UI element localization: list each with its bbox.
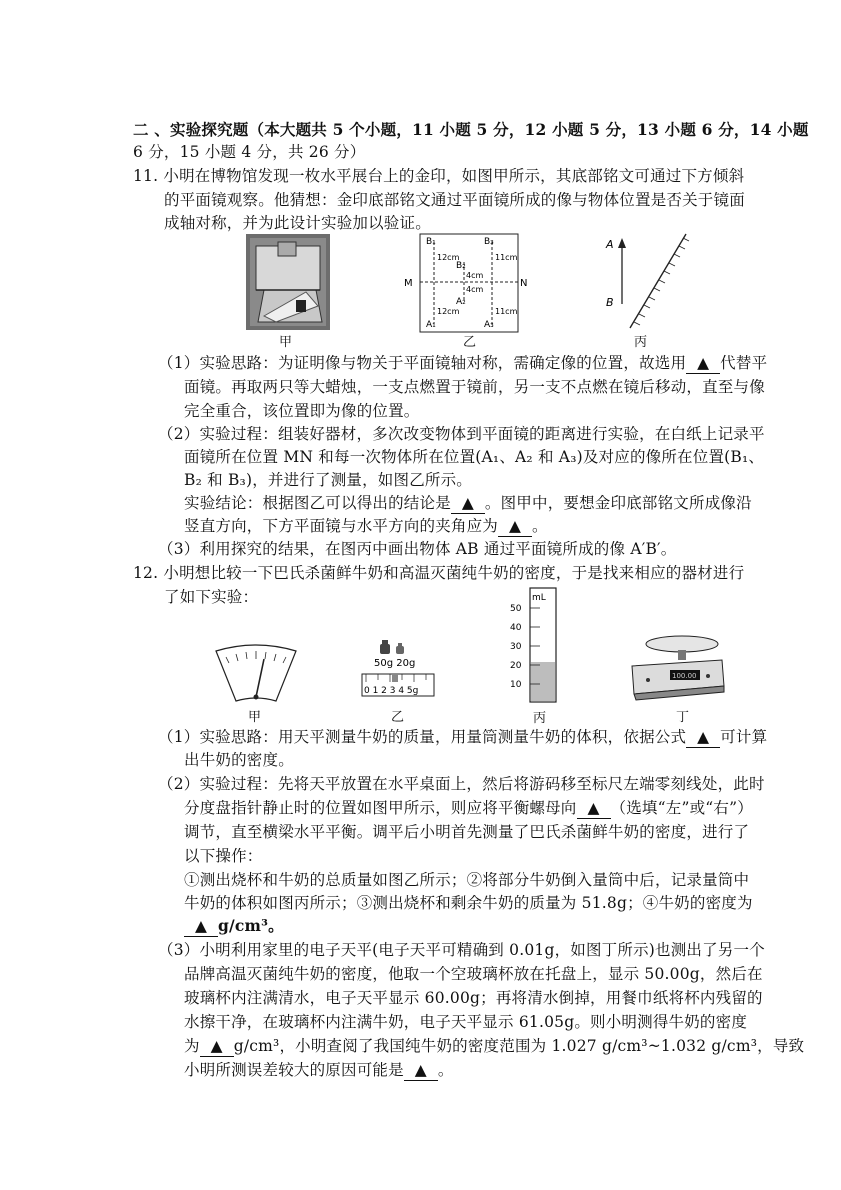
q12-part1-line1 [158,727,767,748]
q12-part2-line7 [184,916,284,937]
q12-caption-jia: 甲 [248,710,262,725]
label-a: A [606,238,614,251]
q12-part2-line3: 调节，直至横梁水平平衡。调平后小明首先测量了巴氏杀菌鲜牛奶的密度，进行了 [184,823,750,841]
q12-measured-density-blank[interactable]: ▲ [200,1036,234,1057]
q11-caption-yi: 乙 [463,335,477,350]
cyl-tick-10: 10 [510,680,522,690]
q12-figure-ding-scale [626,632,728,702]
label-11cm-top: 11cm [495,253,518,262]
q12-error-reason-blank[interactable]: ▲ [404,1060,438,1081]
q12-part3-line4: 水擦干净，在玻璃杯内注满牛奶，电子天平显示 61.05g。则小明测得牛奶的密度 [184,1013,748,1031]
cyl-tick-30: 30 [510,642,522,652]
label-11cm-bottom: 11cm [495,307,518,316]
q11-conclusion-blank[interactable]: ▲ [451,493,485,514]
q11-part2-line2: 面镜所在位置 MN 和每一次物体所在位置(A₁、A₂ 和 A₃)及对应的像所在位置(B₁、 [184,448,765,466]
q12-density-blank[interactable]: ▲ [184,916,218,937]
cyl-tick-20: 20 [510,661,522,671]
q11-part1-line2: 面镜。再取两只等大蜡烛，一支点燃置于镜前，另一支不点燃在镜后移动，直至与像 [184,378,765,396]
q12-intro-2: 了如下实验： [164,588,259,606]
q12-direction-blank[interactable]: ▲ [577,798,611,819]
q11-part2-line3: B₂ 和 B₃)，并进行了测量，如图乙所示。 [184,471,473,489]
q11-part2-line5 [184,516,548,537]
q12-part2-line4: 以下操作： [184,847,263,865]
q11-figure-jia-photo [246,234,330,330]
label-b3: B₃ [484,237,494,247]
q12-direction-text: 分度盘指针静止时的位置如图甲所示，则应将平衡螺母向 [184,799,577,817]
scale-display: 100.00 [672,672,697,680]
q12-part2-line2 [184,798,753,819]
q12-part3-line6 [184,1060,454,1081]
label-12cm-top: 12cm [437,253,460,262]
q11-figure-yi-diagram [402,232,528,336]
label-4cm-top: 4cm [466,271,484,280]
q12-part3-text-e1: 为 [184,1037,200,1055]
q12-part1-text-a: （1）实验思路：用天平测量牛奶的质量，用量筒测量牛奶的体积，依据公式 [158,728,687,746]
q12-part2-line5: ①测出烧杯和牛奶的总质量如图乙所示；②将部分牛奶倒入量筒中后，记录量筒中 [184,871,750,889]
q11-intro-1: 11. 小明在博物馆发现一枚水平展台上的金印，如图甲所示，其底部铭文可通过下方倾斜 [133,167,745,185]
label-a1: A₁ [426,320,436,330]
q12-formula-blank[interactable]: ▲ [686,727,720,748]
q12-caption-ding: 丁 [676,710,690,725]
section-title: 二 、实验探究题（本大题共 5 个小题，11 小题 5 分，12 小题 5 分，13 小题 6 分，14 小题 [133,120,809,139]
q11-caption-bing: 丙 [634,335,648,350]
cyl-tick-40: 40 [510,623,522,633]
q12-part3-text-f2: 。 [437,1061,454,1079]
q11-part1-line1 [158,353,767,374]
q12-caption-bing: 丙 [533,711,547,726]
q12-figure-yi-weights [356,638,440,700]
label-b: B [606,296,614,309]
q12-intro-1: 12. 小明想比较一下巴氏杀菌鲜牛奶和高温灭菌纯牛奶的密度，于是找来相应的器材进行 [133,564,745,582]
label-b1: B₁ [426,237,436,247]
q12-figure-jia-dial [212,645,300,705]
q11-conclusion-text: 实验结论：根据图乙可以得出的结论是 [184,494,451,512]
q12-density-unit: g/cm³。 [218,916,284,935]
label-12cm-bottom: 12cm [437,307,460,316]
weights-label: 50g 20g [374,658,416,669]
q11-part2-line4 [184,493,752,514]
q11-part1-text-a: （1）实验思路：为证明像与物关于平面镜轴对称，需确定像的位置，故选用 [158,354,687,372]
q12-part1-text-b: 可计算 [720,728,768,746]
q11-angle-blank[interactable]: ▲ [498,516,532,537]
label-n: N [520,278,528,289]
q11-intro-3: 成轴对称，并为此设计实验加以验证。 [164,214,431,232]
q12-part1-line2: 出牛奶的密度。 [184,751,294,769]
label-a3: A₃ [484,320,494,330]
label-m: M [404,278,413,289]
q11-part1-blank[interactable]: ▲ [686,353,720,374]
q12-part3-line3: 玻璃杯内注满清水，电子天平显示 60.00g；再将清水倒掉，用餐巾纸将杯内残留的 [184,989,763,1007]
q11-conclusion-text-b: 。图甲中，要想金印底部铭文所成像沿 [484,494,752,512]
q11-part1-line3: 完全重合，该位置即为像的位置。 [184,402,420,420]
q11-angle-text-b: 。 [532,517,548,535]
q11-caption-jia: 甲 [279,335,293,350]
q12-part2-line1: （2）实验过程：先将天平放置在水平桌面上，然后将游码移至标尺左端零刻线处，此时 [158,775,765,793]
cyl-tick-50: 50 [510,604,522,614]
q11-angle-text: 竖直方向，下方平面镜与水平方向的夹角应为 [184,517,499,535]
q11-part1-text-b: 代替平 [720,354,768,372]
q12-part3-text-e2: g/cm³，小明查阅了我国纯牛奶的密度范围为 1.027 g/cm³~1.032 g/cm³，导致 [233,1037,805,1055]
label-a2: A₂ [456,297,466,307]
label-4cm-bottom: 4cm [466,285,484,294]
q11-part3: （3）利用探究的结果，在图丙中画出物体 AB 通过平面镜所成的像 A′B′。 [158,540,677,558]
q11-intro-2: 的平面镜观察。他猜想：金印底部铭文通过平面镜所成的像与物体位置是否关于镜面 [164,191,745,209]
q12-part3-text-f1: 小明所测误差较大的原因可能是 [184,1061,404,1079]
label-b2: B₂ [456,261,466,271]
q11-part2-line1: （2）实验过程：组装好器材，多次改变物体到平面镜的距离进行实验，在白纸上记录平 [158,425,765,443]
q12-figure-bing-cylinder [506,584,566,708]
q11-figure-bing-diagram [596,232,696,332]
ruler-label: 0 1 2 3 4 5g [364,686,419,696]
q12-direction-text-b: （选填“左”或“右”） [610,799,753,817]
section-title-cont: 6 分，15 小题 4 分，共 26 分） [133,143,366,161]
q12-part3-line2: 品牌高温灭菌纯牛奶的密度，他取一个空玻璃杯放在托盘上，显示 50.00g，然后在 [184,965,763,983]
q12-part3-line5 [184,1036,804,1057]
q12-part2-line6: 牛奶的体积如图丙所示；③测出烧杯和剩余牛奶的质量为 51.8g；④牛奶的密度为 [184,894,753,912]
q12-part3-line1: （3）小明利用家里的电子天平(电子天平可精确到 0.01g，如图丁所示)也测出了另一个 [158,941,765,959]
q12-caption-yi: 乙 [391,710,405,725]
cylinder-unit: mL [532,593,546,603]
